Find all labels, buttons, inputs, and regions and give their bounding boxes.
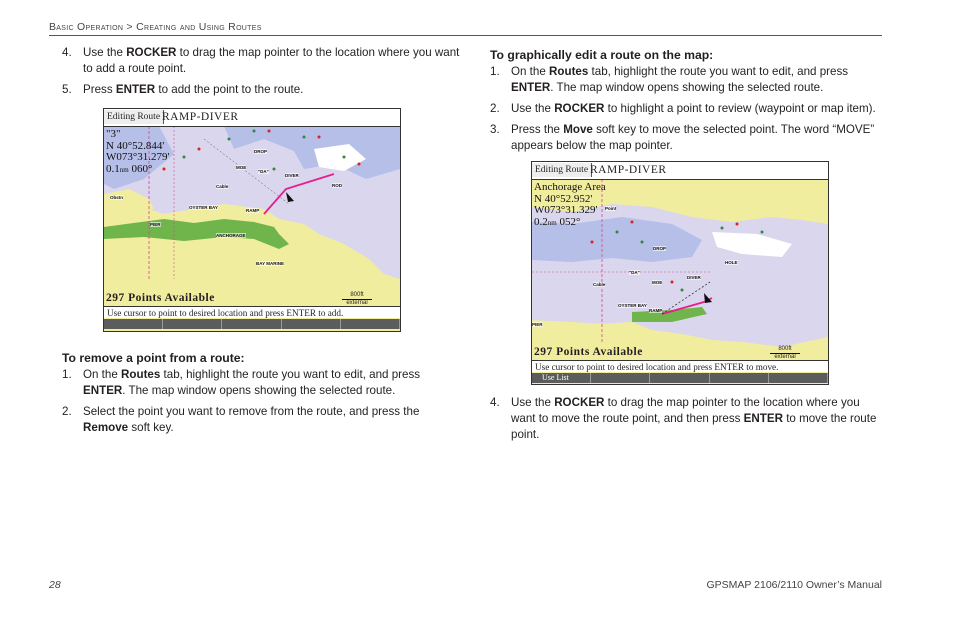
softkey-3[interactable]: [650, 373, 709, 383]
edit-heading: To graphically edit a route on the map:: [490, 48, 714, 62]
running-header: [49, 21, 882, 36]
route-name: RAMP-DIVER: [590, 164, 667, 176]
distance-value: 0.1: [106, 162, 120, 175]
step-text: . The map window opens showing the selected route.: [122, 384, 396, 397]
remove-step-2: [62, 404, 462, 436]
step-key: ENTER: [743, 412, 783, 425]
points-available: 297 Points Available: [534, 346, 643, 358]
step-text: Press: [83, 83, 116, 96]
step-text: On the: [511, 65, 550, 78]
step-number: 3.: [490, 123, 500, 136]
edit-step-4: [490, 395, 882, 443]
softkey-3[interactable]: [222, 319, 281, 329]
step-text: to highlight a point to review (waypoint or map item).: [604, 102, 876, 115]
step-number: 2.: [490, 102, 500, 115]
map-label: Obstn: [110, 195, 123, 200]
distance-bearing-readout: [534, 217, 606, 230]
step-key: Remove: [83, 421, 129, 434]
step-text: . The map window opens showing the selected route.: [550, 81, 824, 94]
softkey-5[interactable]: [769, 373, 828, 383]
step-number: 1.: [62, 368, 72, 381]
step-text: Use the: [511, 396, 555, 409]
map-screenshot-add-point: [103, 108, 401, 332]
depth-marker: "3": [106, 128, 121, 140]
step-key: Routes: [121, 368, 161, 381]
edit-step-3: [490, 122, 882, 154]
map-screenshot-move-point: [531, 161, 829, 385]
pointer-info-box: [534, 182, 606, 229]
step-text: soft key to move the selected point. The word “MOVE” appears below the map pointer.: [511, 123, 875, 152]
latitude-readout: N 40°52.952': [534, 192, 593, 205]
step-key: Move: [563, 123, 593, 136]
step-text: Use the: [83, 46, 127, 59]
remove-step-1: [62, 367, 462, 399]
bearing-value: 060°: [131, 162, 153, 175]
edit-step-4-block: [490, 395, 882, 448]
map-scale: [342, 292, 372, 307]
longitude-readout: W073°31.279': [106, 151, 170, 163]
softkey-bar: [532, 373, 828, 383]
step-text: Press the: [511, 123, 564, 136]
map-label: MOE: [236, 165, 247, 170]
edit-step-1: [490, 64, 882, 96]
map-label: ANCHORAGE: [216, 233, 246, 238]
map-label: DROP: [653, 246, 667, 251]
step-text: On the: [83, 368, 122, 381]
step-text: to move the route point.: [511, 412, 877, 441]
step-text: to drag the map pointer to the location where you want to add a route point.: [83, 46, 460, 75]
step-key: ROCKER: [126, 46, 177, 59]
bearing-value: 052°: [559, 215, 581, 228]
step-text: tab, highlight the route you want to edit, and press: [160, 368, 421, 381]
map-label: OYSTER BAY: [618, 303, 647, 308]
map-label: PIER: [150, 222, 161, 227]
step-number: 4.: [490, 396, 500, 409]
scale-value: 800ft: [778, 346, 792, 352]
softkey-2[interactable]: [163, 319, 222, 329]
latitude-readout: N 40°52.844': [106, 139, 165, 152]
map-label: BAY MARINE: [256, 261, 285, 266]
right-column: [490, 45, 882, 159]
scale-note: external: [774, 354, 796, 360]
longitude-readout: W073°31.329': [534, 204, 598, 216]
step-number: 5.: [62, 83, 72, 96]
map-label: HOLE: [725, 260, 738, 265]
scale-value: 800ft: [350, 292, 364, 298]
softkey-4[interactable]: [282, 319, 341, 329]
step-key: ROCKER: [554, 102, 605, 115]
distance-value: 0.2: [534, 215, 548, 228]
distance-unit: nm: [547, 218, 557, 227]
map-tab-bar: [532, 162, 828, 180]
left-step-4: [62, 45, 462, 77]
map-label: Point: [605, 206, 617, 211]
tab-editing-route[interactable]: Editing Route: [532, 163, 592, 177]
tab-editing-route[interactable]: Editing Route: [104, 110, 164, 124]
step-text: soft key.: [128, 421, 174, 434]
edit-step-2: [490, 101, 882, 117]
map-label: PIER: [532, 322, 543, 327]
softkey-bar: [104, 319, 400, 329]
header-section: Basic Operation: [49, 21, 124, 33]
map-label: "DA": [258, 169, 269, 174]
map-tab-bar: [104, 109, 400, 127]
left-column: [62, 45, 462, 103]
map-label: RAMP: [649, 308, 663, 313]
hint-bar: Use cursor to point to desired location and press ENTER to move.: [532, 360, 828, 372]
route-name: RAMP-DIVER: [162, 111, 239, 123]
step-text: Select the point you want to remove from the route, and press the: [83, 405, 420, 418]
area-title: Anchorage Area: [534, 181, 606, 193]
distance-unit: nm: [119, 165, 129, 174]
step-number: 1.: [490, 65, 500, 78]
step-text: Use the: [511, 102, 555, 115]
points-available: 297 Points Available: [106, 292, 215, 304]
map-label: RAMP: [246, 208, 260, 213]
softkey-2[interactable]: [591, 373, 650, 383]
step-key: Routes: [549, 65, 589, 78]
map-label: DROP: [254, 149, 268, 154]
softkey-4[interactable]: [710, 373, 769, 383]
pointer-info-box: [106, 129, 170, 176]
step-key: ROCKER: [554, 396, 605, 409]
map-label: DIVER: [687, 275, 701, 280]
hint-bar: Use cursor to point to desired location and press ENTER to add.: [104, 306, 400, 318]
step-number: 2.: [62, 405, 72, 418]
remove-heading: To remove a point from a route:: [62, 351, 245, 365]
page-number: 28: [49, 579, 61, 591]
step-key: ENTER: [83, 384, 123, 397]
map-label: DIVER: [285, 173, 299, 178]
header-subsection: Creating and Using Routes: [136, 21, 262, 33]
map-label: MOE: [652, 280, 663, 285]
step-key: ENTER: [115, 83, 156, 96]
left-step-5: [62, 82, 462, 98]
softkey-1[interactable]: [104, 319, 163, 329]
step-text: tab, highlight the route you want to edit, and press: [588, 65, 849, 78]
softkey-5[interactable]: [341, 319, 400, 329]
map-label: Cable: [216, 184, 229, 189]
map-label: ROD: [332, 183, 342, 188]
map-scale: [770, 346, 800, 361]
header-separator: >: [126, 21, 133, 33]
step-text: to drag the map pointer to the location where you want to move the route point, and then press: [511, 396, 860, 425]
manual-title: GPSMAP 2106/2110 Owner’s Manual: [706, 579, 882, 591]
step-text: to add the point to the route.: [155, 83, 304, 96]
map-label: Cable: [593, 282, 606, 287]
step-key: ENTER: [511, 81, 551, 94]
distance-bearing-readout: [106, 164, 170, 177]
step-number: 4.: [62, 46, 72, 59]
map-label: "DA": [629, 270, 640, 275]
softkey-use-list[interactable]: Use List: [532, 373, 591, 383]
scale-note: external: [346, 300, 368, 306]
map-label: OYSTER BAY: [189, 205, 218, 210]
remove-point-section: [62, 348, 462, 441]
